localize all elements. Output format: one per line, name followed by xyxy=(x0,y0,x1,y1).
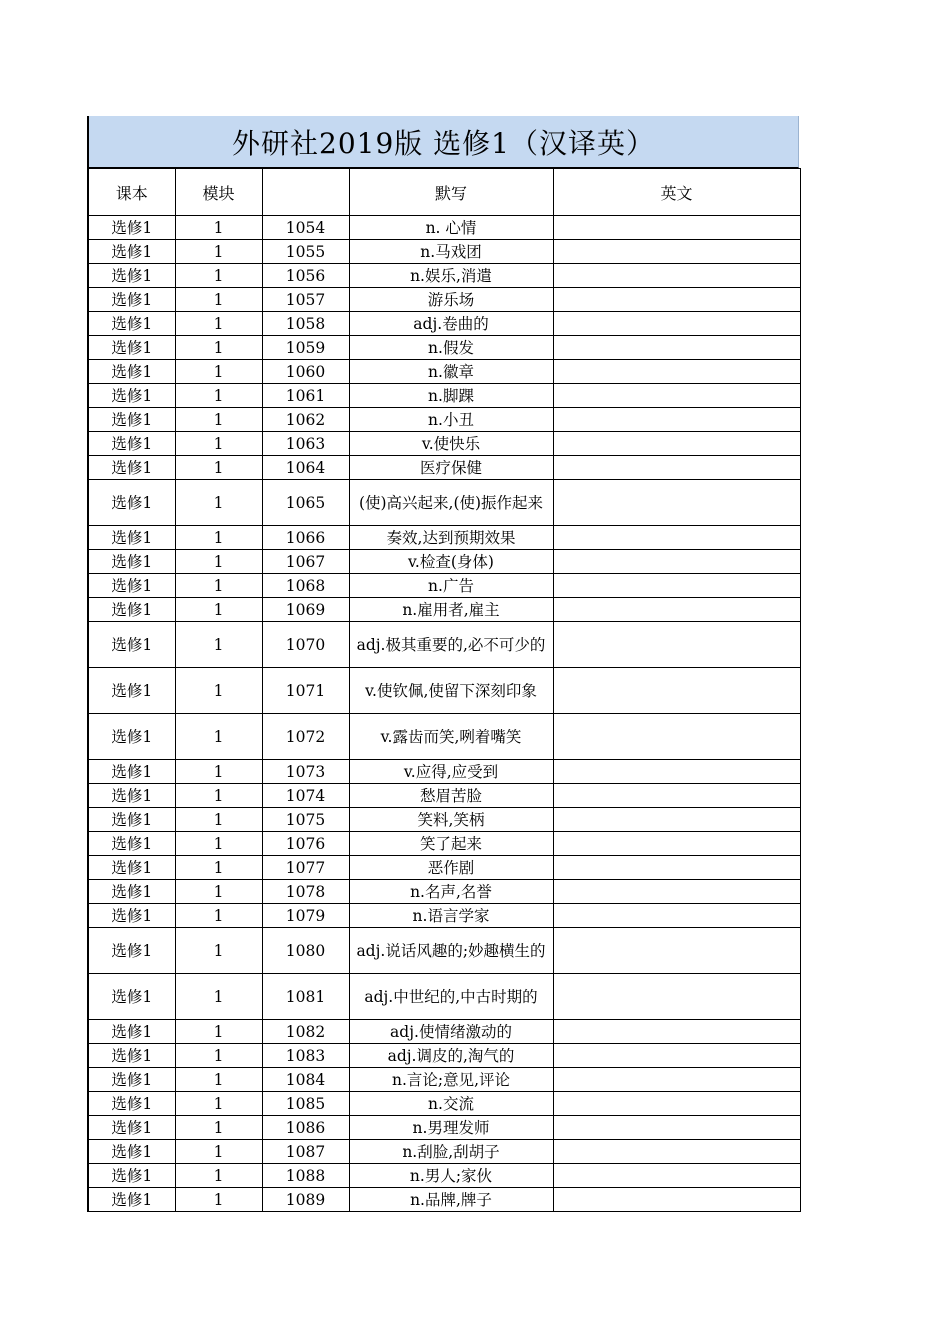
cell-english[interactable] xyxy=(553,598,800,622)
cell-module: 1 xyxy=(175,832,262,856)
table-row xyxy=(88,288,800,312)
table-row xyxy=(88,360,800,384)
cell-meaning: 愁眉苦脸 xyxy=(349,784,553,808)
cell-number: 1063 xyxy=(262,432,349,456)
cell-meaning: adj.使情绪激动的 xyxy=(349,1020,553,1044)
cell-english[interactable] xyxy=(553,856,800,880)
cell-number: 1069 xyxy=(262,598,349,622)
cell-book: 选修1 xyxy=(88,432,175,456)
table-row xyxy=(88,668,800,714)
cell-book: 选修1 xyxy=(88,880,175,904)
cell-english[interactable] xyxy=(553,216,800,240)
table-row xyxy=(88,1020,800,1044)
table-row xyxy=(88,928,800,974)
cell-number: 1057 xyxy=(262,288,349,312)
cell-number: 1060 xyxy=(262,360,349,384)
table-row xyxy=(88,574,800,598)
cell-meaning: 游乐场 xyxy=(349,288,553,312)
cell-meaning: n.徽章 xyxy=(349,360,553,384)
cell-module: 1 xyxy=(175,480,262,526)
cell-english[interactable] xyxy=(553,264,800,288)
cell-meaning: v.使钦佩,使留下深刻印象 xyxy=(349,668,553,714)
cell-number: 1086 xyxy=(262,1116,349,1140)
table-row xyxy=(88,264,800,288)
table-row xyxy=(88,408,800,432)
cell-book: 选修1 xyxy=(88,1092,175,1116)
table-row xyxy=(88,856,800,880)
cell-meaning: n.娱乐,消遣 xyxy=(349,264,553,288)
cell-module: 1 xyxy=(175,456,262,480)
cell-book: 选修1 xyxy=(88,240,175,264)
cell-meaning: 笑了起来 xyxy=(349,832,553,856)
cell-meaning: adj.调皮的,淘气的 xyxy=(349,1044,553,1068)
cell-meaning: n.言论;意见,评论 xyxy=(349,1068,553,1092)
cell-book: 选修1 xyxy=(88,1164,175,1188)
cell-number: 1088 xyxy=(262,1164,349,1188)
cell-meaning: 奏效,达到预期效果 xyxy=(349,526,553,550)
cell-module: 1 xyxy=(175,288,262,312)
cell-module: 1 xyxy=(175,216,262,240)
table-row xyxy=(88,550,800,574)
table-row xyxy=(88,880,800,904)
table-row xyxy=(88,526,800,550)
cell-meaning: n.刮脸,刮胡子 xyxy=(349,1140,553,1164)
table-row xyxy=(88,904,800,928)
cell-module: 1 xyxy=(175,360,262,384)
cell-english[interactable] xyxy=(553,904,800,928)
cell-module: 1 xyxy=(175,1020,262,1044)
cell-number: 1062 xyxy=(262,408,349,432)
cell-module: 1 xyxy=(175,714,262,760)
cell-english[interactable] xyxy=(553,928,800,974)
cell-number: 1067 xyxy=(262,550,349,574)
cell-english[interactable] xyxy=(553,456,800,480)
table-row xyxy=(88,312,800,336)
cell-meaning: n.马戏团 xyxy=(349,240,553,264)
cell-english[interactable] xyxy=(553,384,800,408)
table-row xyxy=(88,1092,800,1116)
table-row xyxy=(88,1116,800,1140)
cell-number: 1089 xyxy=(262,1188,349,1212)
cell-meaning: v.检查(身体) xyxy=(349,550,553,574)
cell-meaning: n.品牌,牌子 xyxy=(349,1188,553,1212)
vocab-sheet xyxy=(87,116,799,1212)
cell-english[interactable] xyxy=(553,974,800,1020)
cell-english[interactable] xyxy=(553,1020,800,1044)
cell-module: 1 xyxy=(175,550,262,574)
cell-module: 1 xyxy=(175,928,262,974)
cell-meaning: 医疗保健 xyxy=(349,456,553,480)
cell-book: 选修1 xyxy=(88,784,175,808)
cell-english[interactable] xyxy=(553,1068,800,1092)
cell-english[interactable] xyxy=(553,622,800,668)
cell-module: 1 xyxy=(175,784,262,808)
table-row xyxy=(88,598,800,622)
cell-module: 1 xyxy=(175,1068,262,1092)
table-row xyxy=(88,240,800,264)
cell-english[interactable] xyxy=(553,574,800,598)
cell-number: 1075 xyxy=(262,808,349,832)
cell-english[interactable] xyxy=(553,408,800,432)
cell-english[interactable] xyxy=(553,432,800,456)
cell-book: 选修1 xyxy=(88,456,175,480)
cell-english[interactable] xyxy=(553,312,800,336)
table-row xyxy=(88,714,800,760)
cell-meaning: (使)高兴起来,(使)振作起来 xyxy=(349,480,553,526)
cell-english[interactable] xyxy=(553,784,800,808)
table-row xyxy=(88,432,800,456)
cell-book: 选修1 xyxy=(88,264,175,288)
cell-english[interactable] xyxy=(553,832,800,856)
cell-number: 1056 xyxy=(262,264,349,288)
cell-english[interactable] xyxy=(553,336,800,360)
cell-module: 1 xyxy=(175,526,262,550)
cell-module: 1 xyxy=(175,336,262,360)
cell-english[interactable] xyxy=(553,550,800,574)
cell-module: 1 xyxy=(175,264,262,288)
table-row xyxy=(88,480,800,526)
cell-number: 1070 xyxy=(262,622,349,668)
cell-book: 选修1 xyxy=(88,974,175,1020)
cell-book: 选修1 xyxy=(88,832,175,856)
cell-module: 1 xyxy=(175,1044,262,1068)
cell-number: 1061 xyxy=(262,384,349,408)
cell-module: 1 xyxy=(175,1164,262,1188)
cell-module: 1 xyxy=(175,384,262,408)
cell-meaning: adj.说话风趣的;妙趣横生的 xyxy=(349,928,553,974)
cell-meaning: n.交流 xyxy=(349,1092,553,1116)
cell-module: 1 xyxy=(175,240,262,264)
cell-number: 1084 xyxy=(262,1068,349,1092)
cell-book: 选修1 xyxy=(88,550,175,574)
cell-number: 1085 xyxy=(262,1092,349,1116)
cell-meaning: n.小丑 xyxy=(349,408,553,432)
sheet-title: 外研社2019版 选修1（汉译英） xyxy=(87,116,799,168)
cell-book: 选修1 xyxy=(88,714,175,760)
cell-module: 1 xyxy=(175,904,262,928)
cell-english[interactable] xyxy=(553,1188,800,1212)
cell-english[interactable] xyxy=(553,808,800,832)
header-module: 模块 xyxy=(175,169,262,216)
cell-english[interactable] xyxy=(553,880,800,904)
cell-number: 1066 xyxy=(262,526,349,550)
cell-module: 1 xyxy=(175,808,262,832)
cell-number: 1083 xyxy=(262,1044,349,1068)
cell-meaning: n.语言学家 xyxy=(349,904,553,928)
cell-meaning: 恶作剧 xyxy=(349,856,553,880)
cell-book: 选修1 xyxy=(88,808,175,832)
header-english: 英文 xyxy=(553,169,800,216)
cell-english[interactable] xyxy=(553,526,800,550)
cell-module: 1 xyxy=(175,1140,262,1164)
cell-module: 1 xyxy=(175,1116,262,1140)
cell-english[interactable] xyxy=(553,360,800,384)
cell-book: 选修1 xyxy=(88,336,175,360)
cell-english[interactable] xyxy=(553,760,800,784)
cell-book: 选修1 xyxy=(88,668,175,714)
cell-english[interactable] xyxy=(553,1116,800,1140)
cell-number: 1079 xyxy=(262,904,349,928)
cell-number: 1082 xyxy=(262,1020,349,1044)
cell-number: 1071 xyxy=(262,668,349,714)
cell-module: 1 xyxy=(175,974,262,1020)
table-row xyxy=(88,1188,800,1212)
table-row xyxy=(88,1068,800,1092)
cell-number: 1064 xyxy=(262,456,349,480)
cell-meaning: v.应得,应受到 xyxy=(349,760,553,784)
cell-module: 1 xyxy=(175,574,262,598)
cell-number: 1059 xyxy=(262,336,349,360)
cell-meaning: adj.极其重要的,必不可少的 xyxy=(349,622,553,668)
table-row xyxy=(88,974,800,1020)
cell-number: 1074 xyxy=(262,784,349,808)
cell-english[interactable] xyxy=(553,1140,800,1164)
cell-number: 1076 xyxy=(262,832,349,856)
table-row xyxy=(88,622,800,668)
header-number xyxy=(262,169,349,216)
cell-meaning: v.露齿而笑,咧着嘴笑 xyxy=(349,714,553,760)
table-row xyxy=(88,1044,800,1068)
cell-number: 1073 xyxy=(262,760,349,784)
cell-meaning: n.假发 xyxy=(349,336,553,360)
cell-module: 1 xyxy=(175,312,262,336)
cell-meaning: n.脚踝 xyxy=(349,384,553,408)
cell-english[interactable] xyxy=(553,668,800,714)
cell-meaning: n.名声,名誉 xyxy=(349,880,553,904)
cell-english[interactable] xyxy=(553,1092,800,1116)
cell-meaning: adj.卷曲的 xyxy=(349,312,553,336)
cell-module: 1 xyxy=(175,408,262,432)
cell-module: 1 xyxy=(175,760,262,784)
cell-number: 1080 xyxy=(262,928,349,974)
cell-book: 选修1 xyxy=(88,408,175,432)
cell-meaning: n.雇用者,雇主 xyxy=(349,598,553,622)
cell-book: 选修1 xyxy=(88,904,175,928)
table-row xyxy=(88,760,800,784)
cell-number: 1081 xyxy=(262,974,349,1020)
cell-book: 选修1 xyxy=(88,1140,175,1164)
cell-module: 1 xyxy=(175,432,262,456)
table-row xyxy=(88,1140,800,1164)
table-row xyxy=(88,784,800,808)
cell-book: 选修1 xyxy=(88,856,175,880)
cell-book: 选修1 xyxy=(88,526,175,550)
cell-book: 选修1 xyxy=(88,1044,175,1068)
cell-module: 1 xyxy=(175,1188,262,1212)
table-row xyxy=(88,456,800,480)
cell-english[interactable] xyxy=(553,1164,800,1188)
cell-number: 1077 xyxy=(262,856,349,880)
cell-book: 选修1 xyxy=(88,1188,175,1212)
cell-book: 选修1 xyxy=(88,312,175,336)
cell-book: 选修1 xyxy=(88,480,175,526)
cell-book: 选修1 xyxy=(88,360,175,384)
cell-book: 选修1 xyxy=(88,598,175,622)
cell-english[interactable] xyxy=(553,1044,800,1068)
table-body xyxy=(88,216,800,1212)
cell-book: 选修1 xyxy=(88,622,175,668)
cell-meaning: adj.中世纪的,中古时期的 xyxy=(349,974,553,1020)
cell-meaning: n.广告 xyxy=(349,574,553,598)
cell-module: 1 xyxy=(175,856,262,880)
cell-book: 选修1 xyxy=(88,216,175,240)
cell-book: 选修1 xyxy=(88,384,175,408)
table-row xyxy=(88,336,800,360)
cell-meaning: v.使快乐 xyxy=(349,432,553,456)
cell-meaning: 笑料,笑柄 xyxy=(349,808,553,832)
cell-number: 1055 xyxy=(262,240,349,264)
table-row xyxy=(88,808,800,832)
cell-number: 1058 xyxy=(262,312,349,336)
cell-book: 选修1 xyxy=(88,1116,175,1140)
header-dictation: 默写 xyxy=(349,169,553,216)
table-row xyxy=(88,832,800,856)
cell-number: 1087 xyxy=(262,1140,349,1164)
cell-english[interactable] xyxy=(553,480,800,526)
cell-number: 1078 xyxy=(262,880,349,904)
header-row xyxy=(88,169,800,216)
cell-module: 1 xyxy=(175,622,262,668)
cell-number: 1068 xyxy=(262,574,349,598)
cell-number: 1065 xyxy=(262,480,349,526)
cell-meaning: n. 心情 xyxy=(349,216,553,240)
cell-module: 1 xyxy=(175,1092,262,1116)
cell-number: 1054 xyxy=(262,216,349,240)
cell-module: 1 xyxy=(175,598,262,622)
cell-meaning: n.男理发师 xyxy=(349,1116,553,1140)
cell-book: 选修1 xyxy=(88,760,175,784)
cell-book: 选修1 xyxy=(88,1020,175,1044)
table-row xyxy=(88,216,800,240)
cell-english[interactable] xyxy=(553,288,800,312)
cell-book: 选修1 xyxy=(88,1068,175,1092)
cell-english[interactable] xyxy=(553,714,800,760)
vocab-table xyxy=(87,168,801,1212)
table-row xyxy=(88,1164,800,1188)
cell-book: 选修1 xyxy=(88,928,175,974)
cell-module: 1 xyxy=(175,880,262,904)
table-row xyxy=(88,384,800,408)
cell-book: 选修1 xyxy=(88,574,175,598)
cell-number: 1072 xyxy=(262,714,349,760)
cell-english[interactable] xyxy=(553,240,800,264)
header-book: 课本 xyxy=(88,169,175,216)
cell-module: 1 xyxy=(175,668,262,714)
cell-book: 选修1 xyxy=(88,288,175,312)
cell-meaning: n.男人;家伙 xyxy=(349,1164,553,1188)
